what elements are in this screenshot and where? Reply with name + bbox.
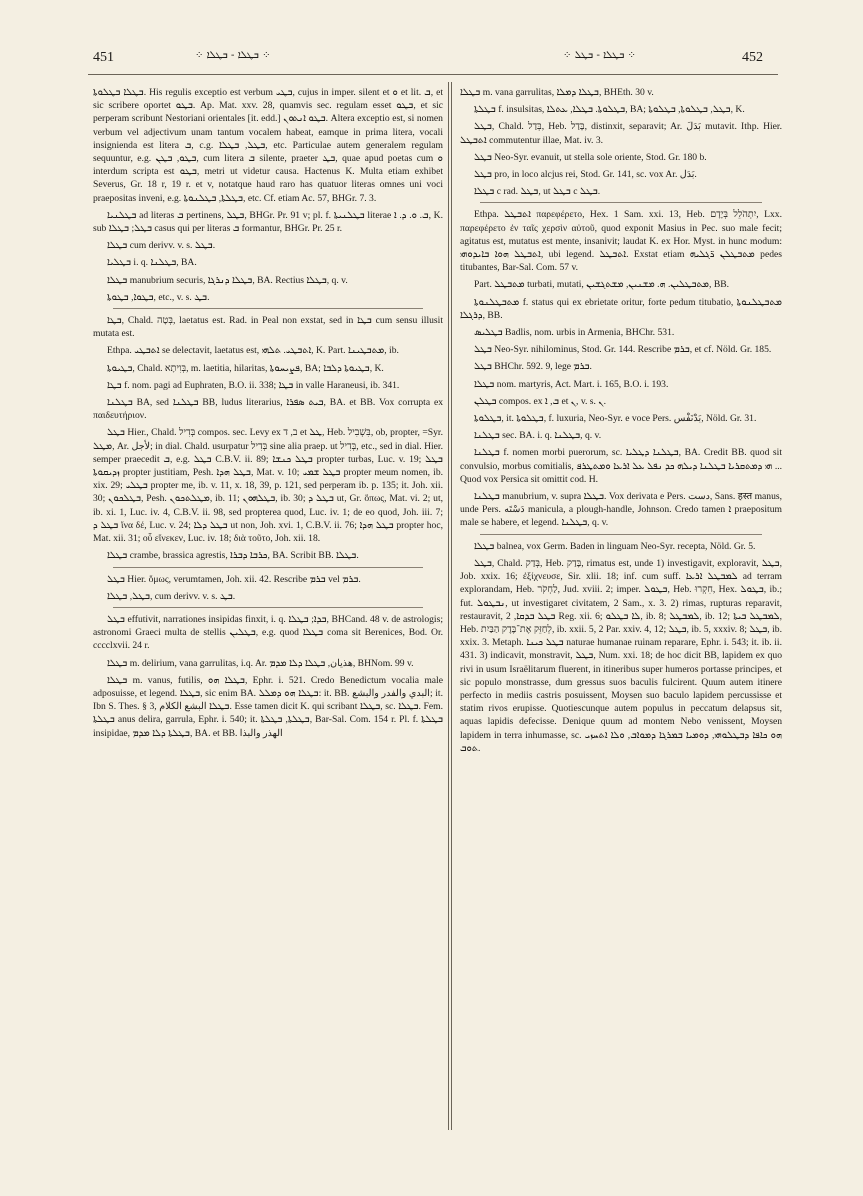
dictionary-entry: ܒܛܐ, Chald. בְּטָה, laetatus est. Rad. in Peal non exstat, sed in ܒܛܐ cum sensu illusit mutata est.: [93, 315, 443, 340]
dictionary-entry: ܒܛܠܐ ܒܛܠܘܬܐ. His regulis exceptio est verbum ܒܛܝ, cujus in imper. silent et ܘ et lit. ܒ, et sic scribere oportet ܒܛܘ. Ap. Mat. xxv. 28, quamvis sec. regulam esset ܒܛܘ, et sic perperam scribunt Nestoriani orientales [it. edd.] ܒܛܘ ܐܢܬܘܢ. Altera exceptio est, si nomen verbum vel adjectivum unam tantum vocalem habeat, eamque in prima litera, vocali insignienda est litera ܒ, c.g. ܒܛܠ, ܒܛܠܐ, etc. Particulae autem generalem regulam sequuntur, e.g. ܒܛܘ, ܒܛܢ, cum litera ܒ silente, praeter ܒܛ, quae apud poetas cum ܘ interdum scripta est ܒܛܘ, metri ut videtur causa. Hactenus K. Multa etiam exhibet Severus, Gr. 18 r, 19 r. et v, notatque haud raro has quatuor literas omnes uni voci praepositas inveni, e.g. ܒܛܠܬܐ, ܒܛܠܢܘܬܐ, etc. Cf. etiam Ac. 57, BHGr. 7. 3.: [93, 87, 443, 204]
dictionary-entry: ܒܛܠܐ balnea, vox Germ. Baden in linguam Neo-Syr. recepta, Nöld. Gr. 5.: [474, 540, 756, 552]
running-head-left: ⁘ ܒܛܠܐ - ܒܛܠܐ ⁘: [195, 50, 271, 61]
dictionary-entry: ܒܛܠܝܐ i. q. ܒܛܠܢܐ, BA.: [107, 257, 197, 269]
dictionary-entry: ܒܛܠܬܐ f. insulsitas, ܒܛܠܘܬܐ. ܒܛܠܐ, ܥܬܠܐ, BA; ܒܛܠ, ܒܛܠܘܬܐ, ܒܛܠܘܬܐ, K.: [474, 104, 745, 116]
column-divider: [448, 82, 452, 1130]
dictionary-entry: ܒܛܠܢܐ sec. BA. i. q. ܒܛܠܢܐ, q. v.: [474, 430, 602, 442]
dictionary-entry: ܒܛܠܐ c rad. ܒܛܠ, ut ܒܛܠ c ܒܛܠ.: [474, 186, 601, 198]
page-header: [0, 0, 863, 70]
dictionary-entry: ܒܛܠܐ cum derivv. v. s. ܒܛܠ.: [107, 240, 216, 252]
right-column: [460, 86, 782, 1136]
entry-separator: [113, 308, 423, 309]
entry-separator: [113, 607, 423, 608]
dictionary-entry: ܒܛܠܐ manubrium securis, ܒܛܠܐ ܕܢܪܓܐ, BA. Rectius ܒܛܠܐ, q. v.: [107, 274, 348, 286]
dictionary-entry: Ethpa. ܐܬܒܛܝ se delectavit, laetatus est, ܐܬܒܛܝ. ܬܠܗܝ, K. Part. ܡܬܒܛܝܢܐ, ib.: [107, 345, 399, 357]
dictionary-entry: ܒܛܠܐ crambe, brassica agrestis, ܟܪܒܐ ܕܒܪܐ, BA. Scribit BB. ܒܛܠܐ.: [107, 550, 359, 562]
dictionary-entry: ܒܛܐ f. nom. pagi ad Euphraten, B.O. ii. 338; ܒܛܐ in valle Haraneusi, ib. 341.: [107, 379, 400, 391]
dictionary-entry: ܒܛܠܢܐ f. nomen morbi puerorum, sc. ܒܛܠܢܐ ܕܛܠܝܐ, BA. Credit BB. quod sit convulsio, morbus comitialis, ܗܝ ܕܡܬܩܪܝܐ ܒܛܠܢܐ ܕܝܠܗ ܟܕ ܢܦܠ ܥܠ ܐܪܥܐ ܘܡܬܛܪܦ ... Quod vox Persica sit omittit cod. H.: [460, 447, 782, 485]
dictionary-entry: Part. ܡܬܒܛܠ turbati, mutati, ܡܬܒܛܠܝܢ. ܗ. ܡܫܢܝܢ, ܡܫܬܓܫܝܢ, BB.: [474, 279, 730, 291]
dictionary-entry: ܒܛܠ effutivit, narrationes insipidas finxit, i. q. ܒܕܐ; ܒܛܠܐ, BHCand. 48 v. de astrologis; astronomi Graeci multa de stellis ܒܛܠܝܢ, e.g. quod ܒܛܠܐ coma sit Berenices, Bod. Or. cccclxvii. 24 r.: [93, 613, 443, 652]
page-number-right: 452: [742, 50, 763, 65]
dictionary-entry: ܒܛܠܐ m. vana garrulitas, ܒܛܠܐ ܕܡܠܐ, BHEth. 30 v.: [460, 87, 654, 98]
dictionary-entry: ܒܛܠ, Chald. בְּדַק, Heb. בָּדַק, rimatus est, unde 1) investigavit, exploravit, ܒܛܠ, Job. xxix. 16; ἐξίχνευσε, Sir. xlii. 18; inf. cum suff. ܠܡܒܛܠ ܐܪܥܐ ad terram explorandam, Heb. לַחְקֹר, Jud. xviii. 2; imper. ܒܛܘܠ, Heb. חִקְרוּ, Hex. ܒܛܘܠ, ib.; fut. ܢܒܛܘܠ, ut investigaret civitatem, 2 Sam., x. 3. 2) rimas, rupturas reparavit, restauravit, ܒܛܠ ܒܕܩܐ, 2 Reg. xii. 6; ܠܐ ܒܛܠܘ, ib. 8; ܠܡܒܛܠ, ib. 12; ܠܡܒܛܠ ܒܝܬܐ, Heb. לְחַזֵּק אֶת־בֶּדֶק הַבַּיִת, ib. xxii. 5, 2 Par. xxiv. 4, 12; ܒܛܠ, ib. 5, xxxiv. 8; ܒܛܠ, ib. xxix. 3. Metaph. ܒܛܠ ܟܝܢܐ naturae humanae ruinam reparare, Ephr. i. 543; it. ib. ii. 431. 3) indicavit, monstravit, ܒܛܠ, Num. xxi. 18; de hoc dicit BB, lapidem ex quo rivi in usum Israëlitarum fluerent, in itineribus super humeros portasse principes, et sic populo monstrasse, dum gressus suos baculis fulcirent. Quum autem itinere perfecto in mediis castris posuissent, Moysen suo baculo lapidem percussisse et statim rivos erupisse. Quotiescunque autem populus in peccatum delapsus sit, aquas lapidis defecisse. Denique quum ad montem Nebo venissent, Moysen lapidem in terra inhumasse, sc. ܗܘ ܟܐܦܐ ܕܒܛܠܘܗܝ, ܕܘܡܝܐ ܒܡܪܓܐ ܕܡܘܐܒ, ܘܠܐ ܐܬܚܙܝ ܬܘܒ.: [460, 557, 782, 754]
page-number-left: 451: [93, 50, 114, 65]
dictionary-entry: ܒܛܘܐ, ܒܛܘܬܐ, etc., v. s. ܒܛ.: [107, 291, 210, 303]
dictionary-entry: ܒܛܠܢܝܐ ad literas ܒ pertinens, ܒܛܠ, BHGr. Pr. 91 v; pl. f. ܒܛܠܢܝܬܐ literae ܒ. ܘ. ܕ. ܐ, K. sub ܒܛܠ; ܒܛܠܐ casus qui per literas ܒ formantur, BHGr. Pr. 25 r.: [93, 209, 443, 235]
dictionary-entry: Ethpa. ܐܬܒܛܠ παρεφέρετο, Hex. 1 Sam. xxi. 13, Heb. יִתְהֹלֵל בְּיָדָם, Lxx. παρεφέρετο ἐν ταῖς χερσὶν αὐτοῦ, quod exponit Masius in Pec. suo male fecit; agitatus est, mutatus est mente, insanivit; laudat K. ex Hor. Myst. in hunc modum: ܐܬܒܛܠ ܗܘܐ ܒܐܝܕܘܗܝ, ubi legend. ܐܬܒܛܠ. Exstat etiam ܡܬܒܛܠܢ ܪ̈ܓܠܝܗ pedes titubantes, Bar-Sal. Com. 57 v.: [460, 209, 782, 274]
dictionary-entry: ܒܛܠܐ nom. martyris, Act. Mart. i. 165, B.O. i. 193.: [474, 378, 669, 390]
dictionary-entry: ܒܛܠ pro, in loco alcjus rei, Stod. Gr. 141, sc. vox Ar. بَدَل.: [474, 169, 697, 181]
dictionary-entry: ܒܛܝܘܬܐ, Chald. בְּוִיתָא, m. laetitia, hilaritas, ܦܨܝܚܘܬܐ, BA; ܒܛܝܘܬܐ ܕܠܒܐ, K.: [107, 362, 384, 374]
dictionary-entry: ܒܛܠ Hier. ὅμως, verumtamen, Joh. xii. 42. Rescribe ܒܪܡ vel ܒܪܡ.: [107, 573, 361, 585]
left-column: [93, 86, 443, 1136]
dictionary-entry: ܒܛܠܢ compos. ex ܒ, ܐ et ܢ, v. s. ܢ.: [474, 395, 606, 407]
dictionary-entry: ܒܛܠܐ m. delirium, vana garrulitas, i.q. Ar. هذيان, ܒܛܠܐ ܕܠܐ ܡܕܡ, BHNom. 99 v.: [107, 657, 414, 669]
header-rule: [88, 74, 778, 75]
entry-separator: [113, 567, 423, 568]
dictionary-entry: ܡܬܒܛܠܢܘܬܐ f. status qui ex ebrietate oritur, forte pedum titubatio, ܡܬܒܛܠܢܘܬܐ ܕܪܓܠܐ, BB.: [460, 296, 782, 321]
entry-separator: [480, 534, 762, 535]
dictionary-entry: ܒܛܠܐ m. vanus, futilis, ܒܛܠܐ ܗܘ, Ephr. i. 521. Credo Benedictum vocalia male adposuisse, et legend. ܒܛܠܐ, sic enim BA. ܒܛܠܐ ܗܘ ܕܡܠܠ: it. BB. البدي والفدر والبشع; it. Ibn S. Thes. § 3, ܒܛܠܐ البشع الكلام. Esse tamen dicit K. qui scribant ܒܛܠܐ, sc. ܒܛܠܐ. Fem. ܒܛܠܬܐ anus delira, garrula, Ephr. i. 540; it. ܒܛܠܬܐ, ܒܛܠܬܐ, Bar-Sal. Com. 154 r. Pl. f. ܒܛܠܬܐ insipidae, ܒܛܠܬܐ ܕܠܐ ܡܕܡ, BA. et BB. الهذر والبذا: [93, 674, 443, 739]
dictionary-entry: ܒܛܠ Neo-Syr. nihilominus, Stod. Gr. 144. Rescribe ܒܪܡ, et cf. Nöld. Gr. 185.: [474, 344, 772, 356]
dictionary-entry: ܒܛܠܢܐ BA, sed ܒܛܠܢܐ BB, ludus literarius, ܒܝܬ ܣܦܪܐ, BA. et BB. Vox corrupta ex παιδευτήριον.: [93, 397, 443, 422]
dictionary-entry: ܒܛܠܝܣ Badlis, nom. urbis in Armenia, BHChr. 531.: [474, 327, 675, 339]
dictionary-entry: ܒܛܠ, ܒܛܠܐ, cum derivv. v. s. ܒܛ.: [107, 590, 236, 602]
running-head-right: ⁘ ܒܛܠܐ - ܒܛܠ ⁘: [563, 50, 636, 61]
dictionary-entry: ܒܛܠ Hier., Chald. בְּדִיל compos. sec. Levy ex ב, ד et ܛܠ, Heb. בִּשְׁבִיל, ob, propter, =Syr. ܡܛܠ, Ar. لأجل; in dial. Chald. usurpatur בְּדִיל sine alia praep. ut בְּדִיל, etc., sed in dial. Hier. semper praecedit ܒ, e.g. ܒܛܠ C.B.V. ii. 89; ܒܛܠ ܟܢܫܐ propter turbas, Luc. v. 19; ܒܛܠ ܙܕܝܩܘܬܐ propter justitiam, Pesh. ܒܛܠ ܗܕܐ, Mat. v. 10; ܒܛܠ ܫܡܝ propter meum nomen, ib. xix. 29; ܒܛܠܝ propter me, ib. v. 11, x. 18, 39, p. 121, sed perperam ib. p. 135; it. Joh. xii. 30; ܒܛܠܟܘܢ, Pesh. ܡܛܠܬܟܘܢ, ib. 11; ܒܛܠܗܘܢ, ib. 30; ܒܛܠ ܕ ut, Gr. ὅπως, Mat. vi. 2; ut, ib. xi. 1, Luc. iv. 4, C.B.V. ii. 98, sed propterea quod, Luc. iv. 1; de eo quod, Joh. iii. 7; ܒܛܠ ܕ ἵνα δέ, Luc. v. 24; ܒܛܠ ܕܠܐ ut non, Joh. xvi. 1, C.B.V. ii. 76; ܒܛܠ ܗܕܐ propter hoc, Mat. xii. 31; οὗ εἵνεκεν, Luc. iv. 18; διὰ τοῦτο, Joh. xii. 18.: [93, 427, 443, 545]
dictionary-entry: ܒܛܠ, Chald. בְּדַל, Heb. בָּדַל, distinxit, separavit; Ar. بَدَلَ mutavit. Ithp. Hier. ܐܬܒܛܠ commutentur illae, Mat. iv. 3.: [460, 121, 782, 146]
dictionary-entry: ܒܛܠܢܐ manubrium, v. supra ܒܛܠܐ. Vox derivata e Pers. دست, Sans. हस्त manus, unde Pers. دَسْتَه manicula, a plough-handle, Johnson. Credo tamen ܐ praepositum male se habere, et legend. ܒܛܠܢܐ, q. v.: [460, 491, 782, 529]
dictionary-entry: ܒܛܠ BHChr. 592. 9, lege ܒܪܡ.: [474, 361, 592, 373]
dictionary-entry: ܒܛܠ Neo-Syr. evanuit, ut stella sole oriente, Stod. Gr. 180 b.: [474, 151, 707, 163]
dictionary-entry: ܒܛܠܘܬܐ, it. ܒܛܠܘܬܐ, f. luxuria, Neo-Syr. e voce Pers. بَدْنَفْس, Nöld. Gr. 31.: [474, 413, 757, 425]
entry-separator: [480, 202, 762, 203]
